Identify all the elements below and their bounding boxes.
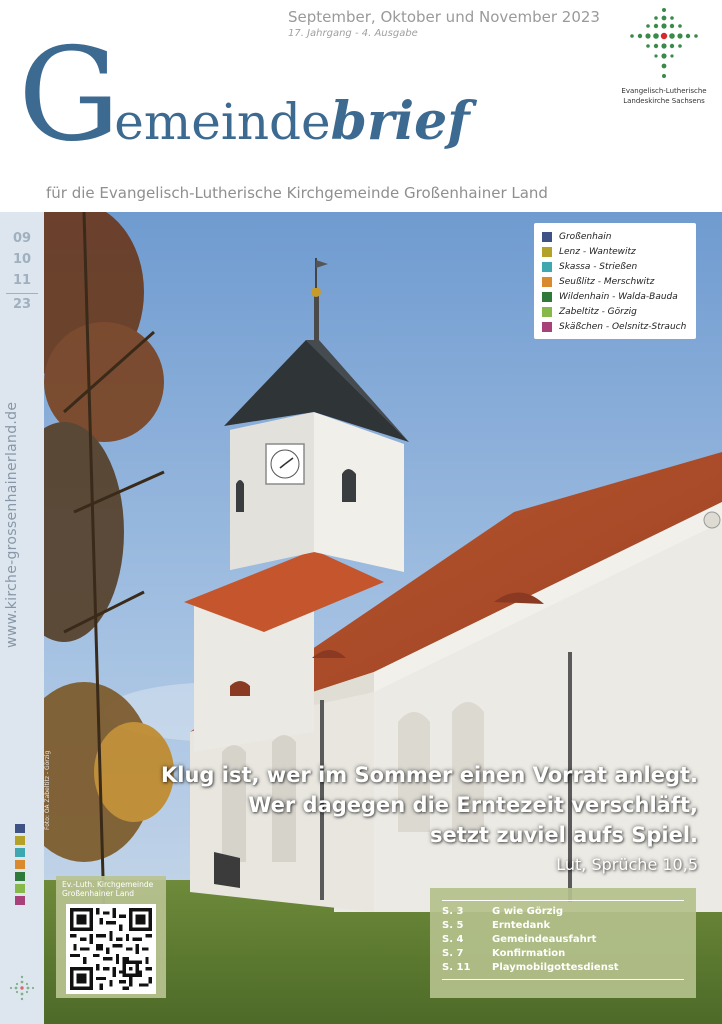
small-cross-dots-icon	[8, 974, 36, 1002]
legend-item: Wildenhain - Walda-Bauda	[542, 289, 688, 304]
swatch-lenz	[15, 836, 25, 845]
legend-item: Zabeltitz - Görzig	[542, 304, 688, 319]
legend-item: Lenz - Wantewitz	[542, 244, 688, 259]
parish-legend	[534, 223, 696, 339]
toc-page: S. 7	[442, 948, 464, 959]
toc-item[interactable]	[442, 933, 684, 947]
swatch-skaesschen	[15, 896, 25, 905]
qr-code-box[interactable]	[56, 876, 166, 998]
legend-item: Seußlitz - Merschwitz	[542, 274, 688, 289]
toc-page: S. 5	[442, 920, 464, 931]
issue-date: September, Oktober und November 2023	[288, 8, 600, 26]
issue-number: 17. Jahrgang - 4. Ausgabe	[288, 28, 418, 39]
toc-page: S. 11	[442, 962, 471, 973]
month-10: 10	[12, 252, 32, 267]
legend-item: Großenhain	[542, 229, 688, 244]
toc-title: Konfirmation	[492, 948, 566, 959]
toc-item[interactable]	[442, 919, 684, 933]
quote-source: Lut, Sprüche 10,5	[556, 855, 698, 874]
year-23: 23	[6, 293, 38, 314]
church-logo	[612, 6, 716, 112]
church-cross-dots-icon	[626, 6, 702, 82]
toc-top-rule	[442, 900, 684, 901]
logo-text: Evangelisch-Lutherische Landeskirche Sachsens	[621, 87, 707, 105]
website-url[interactable]: www.kirche-grossenhainerland.de	[4, 401, 20, 648]
toc-title: Gemeindeausfahrt	[492, 934, 597, 945]
legend-swatch	[542, 307, 552, 317]
quote-line-1: Klug ist, wer im Sommer einen Vorrat anlegt.	[161, 763, 698, 787]
toc-item[interactable]	[442, 961, 684, 975]
title-initial: G	[18, 21, 119, 170]
toc-page: S. 3	[442, 906, 464, 917]
table-of-contents	[430, 888, 696, 998]
swatch-seusslitz	[15, 860, 25, 869]
legend-swatch	[542, 232, 552, 242]
legend-swatch	[542, 247, 552, 257]
issue-months	[6, 228, 38, 314]
toc-item[interactable]	[442, 905, 684, 919]
month-09: 09	[12, 231, 32, 246]
magazine-title	[18, 21, 470, 170]
toc-title: Erntedank	[492, 920, 551, 931]
parish-color-swatches	[15, 824, 25, 908]
toc-page: S. 4	[442, 934, 464, 945]
legend-item: Skassa - Strießen	[542, 259, 688, 274]
subtitle: für die Evangelisch-Lutherische Kirchgemeinde Großenhainer Land	[46, 184, 548, 202]
toc-title: G wie Görzig	[492, 906, 564, 917]
legend-item: Skäßchen - Oelsnitz-Strauch	[542, 319, 688, 334]
quote-line-3: setzt zuviel aufs Spiel.	[429, 823, 698, 847]
swatch-skassa	[15, 848, 25, 857]
qr-title-line-1: Ev.-Luth. Kirchgemeinde	[62, 880, 154, 889]
masthead	[0, 0, 722, 212]
legend-swatch	[542, 262, 552, 272]
toc-item[interactable]	[442, 947, 684, 961]
month-11: 11	[12, 273, 32, 288]
swatch-zabeltitz	[15, 884, 25, 893]
toc-title: Playmobilgottesdienst	[492, 962, 619, 973]
qr-title-line-2: Großenhainer Land	[62, 889, 134, 898]
qr-code[interactable]	[66, 904, 156, 994]
bible-quote	[110, 760, 698, 878]
title-main: emeinde	[114, 93, 331, 151]
legend-swatch	[542, 292, 552, 302]
qr-code-icon	[70, 908, 152, 990]
swatch-wildenhain	[15, 872, 25, 881]
swatch-grossenhain	[15, 824, 25, 833]
legend-swatch	[542, 277, 552, 287]
quote-line-2: Wer dagegen die Erntezeit verschläft,	[248, 793, 698, 817]
photo-credit: Foto: OA Zabeltitz - Görzig	[44, 750, 51, 830]
title-italic: brief	[330, 91, 470, 152]
toc-bottom-rule	[442, 979, 684, 980]
legend-swatch	[542, 322, 552, 332]
